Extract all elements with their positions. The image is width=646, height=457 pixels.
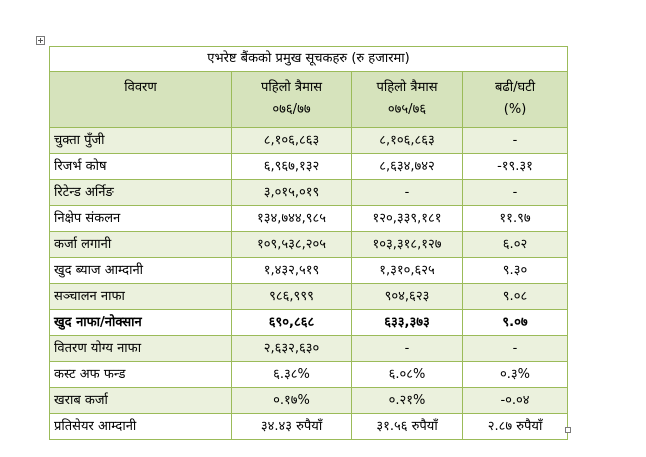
row-label: कस्ट अफ फन्ड bbox=[50, 362, 232, 388]
table-row bbox=[50, 414, 568, 440]
cell-change: ०.३% bbox=[463, 362, 568, 388]
header-q1-7576-line1: पहिलो त्रैमास bbox=[376, 80, 438, 95]
cell-q1-7677: ६.३८% bbox=[232, 362, 352, 388]
table-title-row bbox=[50, 47, 568, 72]
table-row bbox=[50, 310, 568, 336]
row-label: चुक्ता पुँजी bbox=[50, 128, 232, 154]
header-q1-7576 bbox=[352, 72, 463, 128]
table-row bbox=[50, 258, 568, 284]
table-header-row bbox=[50, 72, 568, 128]
cell-change: -१९.३१ bbox=[463, 154, 568, 180]
cell-q1-7576: ६.०८% bbox=[352, 362, 463, 388]
cell-q1-7576: १०३,३१८,१२७ bbox=[352, 232, 463, 258]
cell-q1-7677: ३,०१५,०१९ bbox=[232, 180, 352, 206]
cell-q1-7677: ०.१७% bbox=[232, 388, 352, 414]
table-row bbox=[50, 284, 568, 310]
table-resize-handle-icon[interactable] bbox=[565, 427, 571, 433]
header-change bbox=[463, 72, 568, 128]
cell-q1-7576: ९०४,६२३ bbox=[352, 284, 463, 310]
header-q1-7677 bbox=[232, 72, 352, 128]
cell-change: ११.९७ bbox=[463, 206, 568, 232]
row-label: खुद ब्याज आम्दानी bbox=[50, 258, 232, 284]
cell-q1-7576: - bbox=[352, 336, 463, 362]
cell-q1-7576: १२०,३३९,१८१ bbox=[352, 206, 463, 232]
header-description-label: विवरण bbox=[124, 80, 157, 95]
table-row bbox=[50, 388, 568, 414]
row-label: निक्षेप संकलन bbox=[50, 206, 232, 232]
cell-q1-7677: १०९,५३८,२०५ bbox=[232, 232, 352, 258]
cell-q1-7677: ८,१०६,८६३ bbox=[232, 128, 352, 154]
table-row bbox=[50, 362, 568, 388]
cell-q1-7677: ३४.४३ रुपैयाँ bbox=[232, 414, 352, 440]
cell-change: - bbox=[463, 128, 568, 154]
header-change-line1: बढी/घटी bbox=[494, 80, 536, 95]
cell-q1-7576: - bbox=[352, 180, 463, 206]
cell-q1-7576: १,३१०,६२५ bbox=[352, 258, 463, 284]
row-label: खुद नाफा/नोक्सान bbox=[50, 310, 232, 336]
cell-change: ९.३० bbox=[463, 258, 568, 284]
cell-change: ६.०२ bbox=[463, 232, 568, 258]
cell-q1-7576: ३१.५६ रुपैयाँ bbox=[352, 414, 463, 440]
row-label: वितरण योग्य नाफा bbox=[50, 336, 232, 362]
cell-q1-7677: ९८६,९९९ bbox=[232, 284, 352, 310]
key-indicators-table bbox=[49, 46, 568, 440]
row-label: रिटेन्ड अर्निङ bbox=[50, 180, 232, 206]
cell-q1-7677: १,४३२,५१९ bbox=[232, 258, 352, 284]
cell-q1-7576: ०.२१% bbox=[352, 388, 463, 414]
table-row bbox=[50, 154, 568, 180]
row-label: कर्जा लगानी bbox=[50, 232, 232, 258]
row-label: सञ्चालन नाफा bbox=[50, 284, 232, 310]
header-q1-7677-line1: पहिलो त्रैमास bbox=[260, 80, 323, 95]
cell-q1-7576: ६३३,३७३ bbox=[352, 310, 463, 336]
header-change-line2: (%) bbox=[503, 102, 527, 117]
cell-q1-7677: ६९०,८६८ bbox=[232, 310, 352, 336]
table-row bbox=[50, 336, 568, 362]
cell-change: ९.०७ bbox=[463, 310, 568, 336]
cell-change: ९.०८ bbox=[463, 284, 568, 310]
cell-q1-7677: २,६३२,६३० bbox=[232, 336, 352, 362]
table-row bbox=[50, 180, 568, 206]
row-label: रिजर्भ कोष bbox=[50, 154, 232, 180]
cell-q1-7677: १३४,७४४,९८५ bbox=[232, 206, 352, 232]
cell-q1-7576: ८,६३४,७४२ bbox=[352, 154, 463, 180]
header-q1-7677-line2: ०७६/७७ bbox=[272, 102, 311, 117]
cell-q1-7576: ८,१०६,८६३ bbox=[352, 128, 463, 154]
table-title: एभरेष्ट बैंकको प्रमुख सूचकहरु (रु हजारमा) bbox=[50, 47, 568, 72]
cell-change: २.८७ रुपैयाँ bbox=[463, 414, 568, 440]
cell-change: - bbox=[463, 180, 568, 206]
header-q1-7576-line2: ०७५/७६ bbox=[387, 102, 427, 117]
row-label: खराब कर्जा bbox=[50, 388, 232, 414]
table-row bbox=[50, 128, 568, 154]
table-row bbox=[50, 206, 568, 232]
cell-change: - bbox=[463, 336, 568, 362]
header-description bbox=[50, 72, 232, 128]
table-move-handle-icon[interactable] bbox=[36, 36, 45, 45]
row-label: प्रतिसेयर आम्दानी bbox=[50, 414, 232, 440]
cell-change: -०.०४ bbox=[463, 388, 568, 414]
cell-q1-7677: ६,९६७,१३२ bbox=[232, 154, 352, 180]
table-row bbox=[50, 232, 568, 258]
